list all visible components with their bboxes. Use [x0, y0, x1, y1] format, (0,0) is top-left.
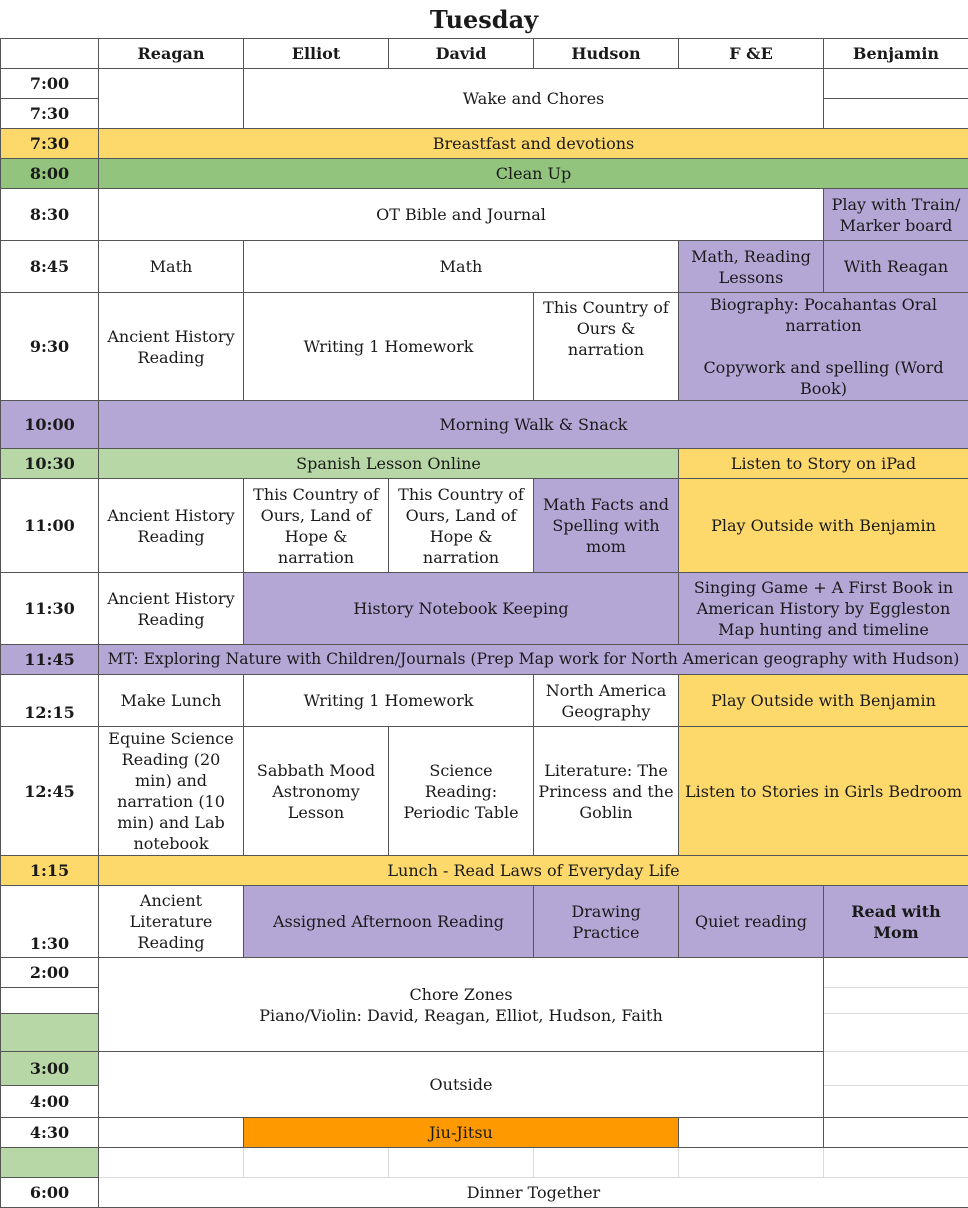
chore-zones-label: Chore Zones [409, 985, 512, 1004]
cell-quiet-reading: Quiet reading [679, 886, 824, 958]
cell-wake-chores: Wake and Chores [244, 69, 824, 129]
row-500 [1, 1148, 968, 1178]
corner-cell [1, 39, 99, 69]
elliot-500-empty [244, 1148, 389, 1178]
cell-singing-game: Singing Game + A First Book in American History by Eggleston Map hunting and timeline [679, 573, 968, 645]
cell-assigned-afternoon: Assigned Afternoon Reading [244, 886, 534, 958]
row-1245 [1, 727, 968, 856]
cell-literature-princess: Literature: The Princess and the Goblin [534, 727, 679, 856]
cell-equine-science: Equine Science Reading (20 min) and narration (10 min) and Lab notebook [99, 727, 244, 856]
time-cell: 12:45 [1, 727, 99, 856]
cell-math-group: Math [244, 241, 679, 293]
time-cell: 8:30 [1, 189, 99, 241]
cell-this-country-930: This Country of Ours & narration [534, 293, 679, 401]
cell-ancient-history-930: Ancient History Reading [99, 293, 244, 401]
time-cell: 11:45 [1, 645, 99, 675]
benjamin-200b-empty [824, 988, 968, 1014]
cell-jiu-jitsu: Jiu-Jitsu [244, 1118, 679, 1148]
header-david: David [389, 39, 534, 69]
cell-play-outside-1215: Play Outside with Benjamin [679, 675, 968, 727]
row-130 [1, 886, 968, 958]
biography-line1: Biography: Pocahantas Oral narration [710, 295, 937, 335]
row-200 [1, 958, 968, 988]
benjamin-200c-empty [824, 1014, 968, 1052]
time-cell: 1:15 [1, 856, 99, 886]
cell-this-country-david: This Country of Ours, Land of Hope & narration [389, 479, 534, 573]
biography-line2: Copywork and spelling (Word Book) [703, 358, 943, 398]
row-730b [1, 129, 968, 159]
row-830 [1, 189, 968, 241]
cell-spanish: Spanish Lesson Online [99, 449, 679, 479]
schedule-table [0, 38, 968, 1208]
cell-math-reading-lessons: Math, Reading Lessons [679, 241, 824, 293]
header-reagan: Reagan [99, 39, 244, 69]
cell-drawing-practice: Drawing Practice [534, 886, 679, 958]
cell-play-train: Play with Train/ Marker board [824, 189, 968, 241]
row-115 [1, 856, 968, 886]
cell-writing1-1215: Writing 1 Homework [244, 675, 534, 727]
row-1145 [1, 645, 968, 675]
cell-ancient-history-1100: Ancient History Reading [99, 479, 244, 573]
time-cell: 10:30 [1, 449, 99, 479]
benjamin-200-empty [824, 958, 968, 988]
time-cell: 12:15 [1, 675, 99, 727]
cell-ancient-literature: Ancient Literature Reading [99, 886, 244, 958]
reagan-500-empty [99, 1148, 244, 1178]
time-cell-empty [1, 1014, 99, 1052]
time-cell: 9:30 [1, 293, 99, 401]
time-cell: 11:30 [1, 573, 99, 645]
time-cell: 8:45 [1, 241, 99, 293]
benjamin-400-empty [824, 1086, 968, 1118]
row-1215 [1, 675, 968, 727]
time-cell: 11:00 [1, 479, 99, 573]
benjamin-430-empty [824, 1118, 968, 1148]
cell-science-periodic: Science Reading: Periodic Table [389, 727, 534, 856]
time-cell: 8:00 [1, 159, 99, 189]
header-elliot: Elliot [244, 39, 389, 69]
cell-math-reagan: Math [99, 241, 244, 293]
row-1030 [1, 449, 968, 479]
cell-biography [679, 293, 968, 401]
row-1000 [1, 401, 968, 449]
time-cell: 4:00 [1, 1086, 99, 1118]
row-1100 [1, 479, 968, 573]
time-cell: 10:00 [1, 401, 99, 449]
cell-breakfast: Breastfast and devotions [99, 129, 968, 159]
cell-ot-bible: OT Bible and Journal [99, 189, 824, 241]
cell-lunch: Lunch - Read Laws of Everyday Life [99, 856, 968, 886]
row-300 [1, 1052, 968, 1086]
time-cell: 7:30 [1, 99, 99, 129]
cell-na-geography: North America Geography [534, 675, 679, 727]
reagan-430-empty [99, 1118, 244, 1148]
cell-play-outside-1100: Play Outside with Benjamin [679, 479, 968, 573]
row-430 [1, 1118, 968, 1148]
spacer [682, 336, 965, 357]
benjamin-500-empty [824, 1148, 968, 1178]
benjamin-730-empty [824, 99, 968, 129]
time-cell-empty [1, 988, 99, 1014]
time-cell: 1:30 [1, 886, 99, 958]
cell-ancient-history-1130: Ancient History Reading [99, 573, 244, 645]
cell-listen-girls: Listen to Stories in Girls Bedroom [679, 727, 968, 856]
cell-mt-nature: MT: Exploring Nature with Children/Journals (Prep Map work for North American geography with Hudson) [99, 645, 968, 675]
cell-clean-up: Clean Up [99, 159, 968, 189]
time-cell: 4:30 [1, 1118, 99, 1148]
benjamin-300-empty [824, 1052, 968, 1086]
cell-read-with-mom: Read with Mom [824, 886, 968, 958]
row-845 [1, 241, 968, 293]
david-500-empty [389, 1148, 534, 1178]
cell-make-lunch: Make Lunch [99, 675, 244, 727]
cell-morning-walk: Morning Walk & Snack [99, 401, 968, 449]
cell-outside: Outside [99, 1052, 824, 1118]
time-cell: 6:00 [1, 1178, 99, 1208]
cell-this-country-elliot: This Country of Ours, Land of Hope & narration [244, 479, 389, 573]
header-benjamin: Benjamin [824, 39, 968, 69]
reagan-700-empty [99, 69, 244, 129]
cell-listen-ipad: Listen to Story on iPad [679, 449, 968, 479]
row-800 [1, 159, 968, 189]
cell-with-reagan: With Reagan [824, 241, 968, 293]
row-600 [1, 1178, 968, 1208]
time-cell-empty [1, 1148, 99, 1178]
time-cell: 3:00 [1, 1052, 99, 1086]
page-title: Tuesday [0, 0, 968, 38]
benjamin-700-empty [824, 69, 968, 99]
piano-violin-label: Piano/Violin: David, Reagan, Elliot, Hudson, Faith [259, 1006, 663, 1025]
fe-430-empty [679, 1118, 824, 1148]
header-hudson: Hudson [534, 39, 679, 69]
header-row [1, 39, 968, 69]
time-cell: 7:00 [1, 69, 99, 99]
cell-sabbath-mood: Sabbath Mood Astronomy Lesson [244, 727, 389, 856]
row-1130 [1, 573, 968, 645]
fe-500-empty [679, 1148, 824, 1178]
hudson-500-empty [534, 1148, 679, 1178]
cell-chore-zones [99, 958, 824, 1052]
time-cell: 2:00 [1, 958, 99, 988]
row-700 [1, 69, 968, 99]
time-cell: 7:30 [1, 129, 99, 159]
row-930 [1, 293, 968, 401]
cell-math-facts: Math Facts and Spelling with mom [534, 479, 679, 573]
cell-history-notebook: History Notebook Keeping [244, 573, 679, 645]
cell-dinner: Dinner Together [99, 1178, 968, 1208]
header-fe: F &E [679, 39, 824, 69]
cell-writing1-930: Writing 1 Homework [244, 293, 534, 401]
